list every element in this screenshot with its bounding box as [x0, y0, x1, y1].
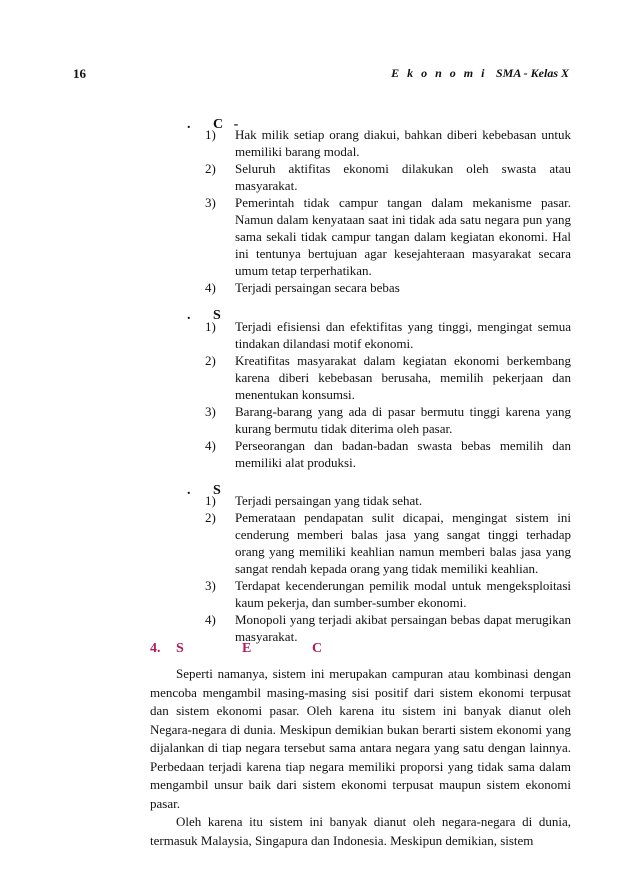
sub-heading-label: C -	[213, 117, 239, 132]
list-item: 3) Terdapat kecenderungan pemilik modal untuk mengeksploitasi kaum pekerja, dan sumber-sumber ekonomi.	[205, 578, 571, 610]
list-characteristics	[205, 126, 571, 296]
body-text	[150, 665, 571, 850]
section-heading	[150, 641, 322, 657]
running-header	[391, 66, 569, 81]
list-item: 2) Kreatifitas masyarakat dalam kegiatan ekonomi berkembang karena diberi kebebasan berusaha, memilih pekerjaan dan menentukan konsumsi.	[205, 353, 571, 402]
list-strengths	[205, 318, 571, 471]
list-item: 1) Terjadi efisiensi dan efektifitas yang tinggi, mengingat semua tindakan dilandasi motif ekonomi.	[205, 319, 571, 351]
list-item: 2) Seluruh aktifitas ekonomi dilakukan oleh swasta atau masyarakat.	[205, 161, 571, 193]
list-item: 4) Monopoli yang terjadi akibat persaingan bebas dapat merugikan masyarakat.	[205, 612, 571, 644]
list-item: 1) Terjadi persaingan yang tidak sehat.	[205, 493, 423, 508]
sub-heading-label: S	[213, 483, 221, 498]
paragraph: Oleh karena itu sistem ini banyak dianut oleh negara-negara di dunia, termasuk Malaysia, Singapura dan Indonesia. Meskipun demikian, sistem	[150, 814, 571, 848]
list-item: 3) Barang-barang yang ada di pasar bermutu tinggi karena yang kurang bermutu tidak diterima oleh pasar.	[205, 404, 571, 436]
section-word-1: S	[176, 641, 184, 656]
list-item: 1) Hak milik setiap orang diakui, bahkan diberi kebebasan untuk memiliki barang modal.	[205, 127, 571, 159]
list-item: 3) Pemerintah tidak campur tangan dalam mekanisme pasar. Namun dalam kenyataan saat ini tidak ada satu negara pun yang sama sekali tidak campur tangan dalam kegiatan ekonomi. Hal ini tentunya bertujuan agar kesejahteraan masyarakat secara umum tetap terperhatikan.	[205, 195, 571, 278]
running-header-class: SMA - Kelas X	[495, 66, 569, 80]
paragraph: Seperti namanya, sistem ini merupakan campuran atau kombinasi dengan mencoba mengambil masing-masing sisi positif dari sistem ekonomi terpusat dan sistem ekonomi pasar. Oleh karena itu sistem ini banyak dianut oleh Negara-negara di dunia. Meskipun demikian bukan berarti sistem ekonomi yang dijalankan di tiap negara tersebut sama antara negara yang satu dengan lainnya. Perbedaan terjadi karena tiap negara memiliki proporsi yang tidak sama dalam mengambil unsur baik dari sistem ekonomi terpusat maupun sistem ekonomi pasar.	[150, 666, 571, 811]
sub-heading-strengths: . S	[187, 308, 221, 323]
running-header-subject: E k o n o m i	[391, 66, 487, 80]
list-weaknesses	[205, 492, 571, 645]
sub-heading-label: S	[213, 308, 221, 323]
page-number: 16	[73, 66, 86, 81]
list-item: 4) Perseorangan dan badan-badan swasta bebas memilih dan memiliki alat produksi.	[205, 438, 571, 470]
section-word-2: E	[242, 641, 252, 656]
sub-heading-weaknesses: . S	[187, 483, 221, 498]
sub-heading-characteristics: . C -	[187, 117, 239, 132]
list-item: 4) Terjadi persaingan secara bebas	[205, 280, 400, 295]
section-number: 4.	[150, 641, 161, 656]
list-item: 2) Pemerataan pendapatan sulit dicapai, mengingat sistem ini cenderung memberi balas jasa yang sangat tinggi terhadap orang yang memiliki keahlian namun memberi balas jasa yang sangat rendah kepada orang yang tidak memiliki keahlian.	[205, 510, 571, 576]
section-word-3: C	[312, 641, 323, 656]
